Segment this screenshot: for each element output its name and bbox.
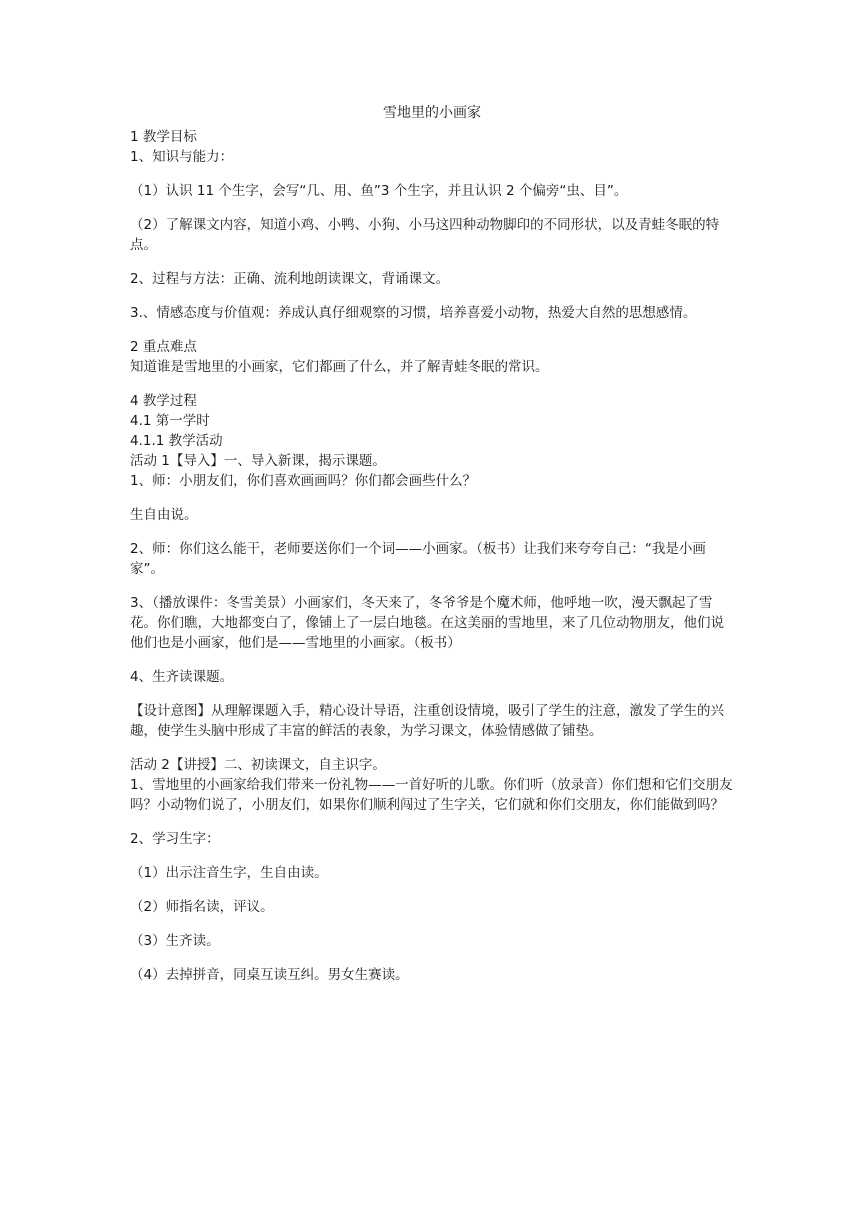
paragraph-spacer bbox=[130, 815, 734, 829]
text-line: 2 重点难点 bbox=[130, 339, 197, 355]
text-line: 2、学习生字： bbox=[130, 831, 220, 847]
text-line: 4.1 第一学时 bbox=[130, 413, 210, 429]
paragraph-spacer bbox=[130, 491, 734, 505]
text-line: （1）认识 11 个生字，会写“几、用、鱼”3 个生字，并且认识 2 个偏旁“虫、目”。 bbox=[130, 183, 628, 199]
paragraph-spacer bbox=[130, 525, 734, 539]
text-line: 1、雪地里的小画家给我们带来一份礼物——一首好听的儿歌。你们听（放录音）你们想和它们交朋友吗？小动物们说了，小朋友们，如果你们顺利闯过了生字关，它们就和你们交朋友，你们能做到吗？ bbox=[130, 777, 733, 813]
text-line: （2）师指名读，评议。 bbox=[130, 899, 274, 915]
paragraph-spacer bbox=[130, 653, 734, 667]
text-line: 1、师：小朋友们，你们喜欢画画吗？你们都会画些什么？ bbox=[130, 473, 477, 489]
text-line: （1）出示注音生字，生自由读。 bbox=[130, 865, 328, 881]
text-line: 【设计意图】从理解课题入手，精心设计导语，注重创设情境，吸引了学生的注意，激发了学生的兴趣，使学生头脑中形成了丰富的鲜活的表象，为学习课文，体验情感做了铺垫。 bbox=[130, 703, 724, 739]
text-line: 4、生齐读课题。 bbox=[130, 669, 234, 685]
text-line: 3.、情感态度与价值观：养成认真仔细观察的习惯，培养喜爱小动物，热爱大自然的思想感情。 bbox=[130, 305, 697, 321]
text-line: 2、师：你们这么能干，老师要送你们一个词——小画家。（板书）让我们来夸夸自己：“我是小画家”。 bbox=[130, 541, 706, 577]
text-line: 4 教学过程 bbox=[130, 393, 197, 409]
text-line: 活动 1【导入】一、导入新课，揭示课题。 bbox=[130, 453, 386, 469]
paragraph-spacer bbox=[130, 323, 734, 337]
document-page bbox=[130, 103, 734, 985]
document-body bbox=[130, 127, 734, 985]
paragraph-spacer bbox=[130, 741, 734, 755]
paragraph-spacer bbox=[130, 883, 734, 897]
paragraph-spacer bbox=[130, 377, 734, 391]
paragraph-spacer bbox=[130, 289, 734, 303]
document-title: 雪地里的小画家 bbox=[383, 105, 481, 121]
paragraph-spacer bbox=[130, 579, 734, 593]
text-line: 3、（播放课件：冬雪美景）小画家们，冬天来了，冬爷爷是个魔术师，他呼地一吹，漫天飘起了雪花。你们瞧，大地都变白了，像铺上了一层白地毯。在这美丽的雪地里，来了几位动物朋友，他们说他们也是小画家，他们是——雪地里的小画家。（板书） bbox=[130, 595, 724, 651]
text-line: 1、知识与能力： bbox=[130, 149, 234, 165]
text-line: 1 教学目标 bbox=[130, 129, 197, 145]
text-line: （3）生齐读。 bbox=[130, 933, 220, 949]
text-line: 4.1.1 教学活动 bbox=[130, 433, 223, 449]
paragraph-spacer bbox=[130, 917, 734, 931]
text-line: 2、过程与方法：正确、流利地朗读课文，背诵课文。 bbox=[130, 271, 450, 287]
paragraph-spacer bbox=[130, 255, 734, 269]
text-line: 活动 2【讲授】二、初读课文，自主识字。 bbox=[130, 757, 386, 773]
text-line: 知道谁是雪地里的小画家，它们都画了什么，并了解青蛙冬眠的常识。 bbox=[130, 359, 549, 375]
paragraph-spacer bbox=[130, 167, 734, 181]
text-line: 生自由说。 bbox=[130, 507, 198, 523]
paragraph-spacer bbox=[130, 201, 734, 215]
paragraph-spacer bbox=[130, 849, 734, 863]
text-line: （2）了解课文内容，知道小鸡、小鸭、小狗、小马这四种动物脚印的不同形状，以及青蛙冬眠的特点。 bbox=[130, 217, 720, 253]
paragraph-spacer bbox=[130, 951, 734, 965]
paragraph-spacer bbox=[130, 687, 734, 701]
text-line: （4）去掉拼音，同桌互读互纠。男女生赛读。 bbox=[130, 967, 409, 983]
